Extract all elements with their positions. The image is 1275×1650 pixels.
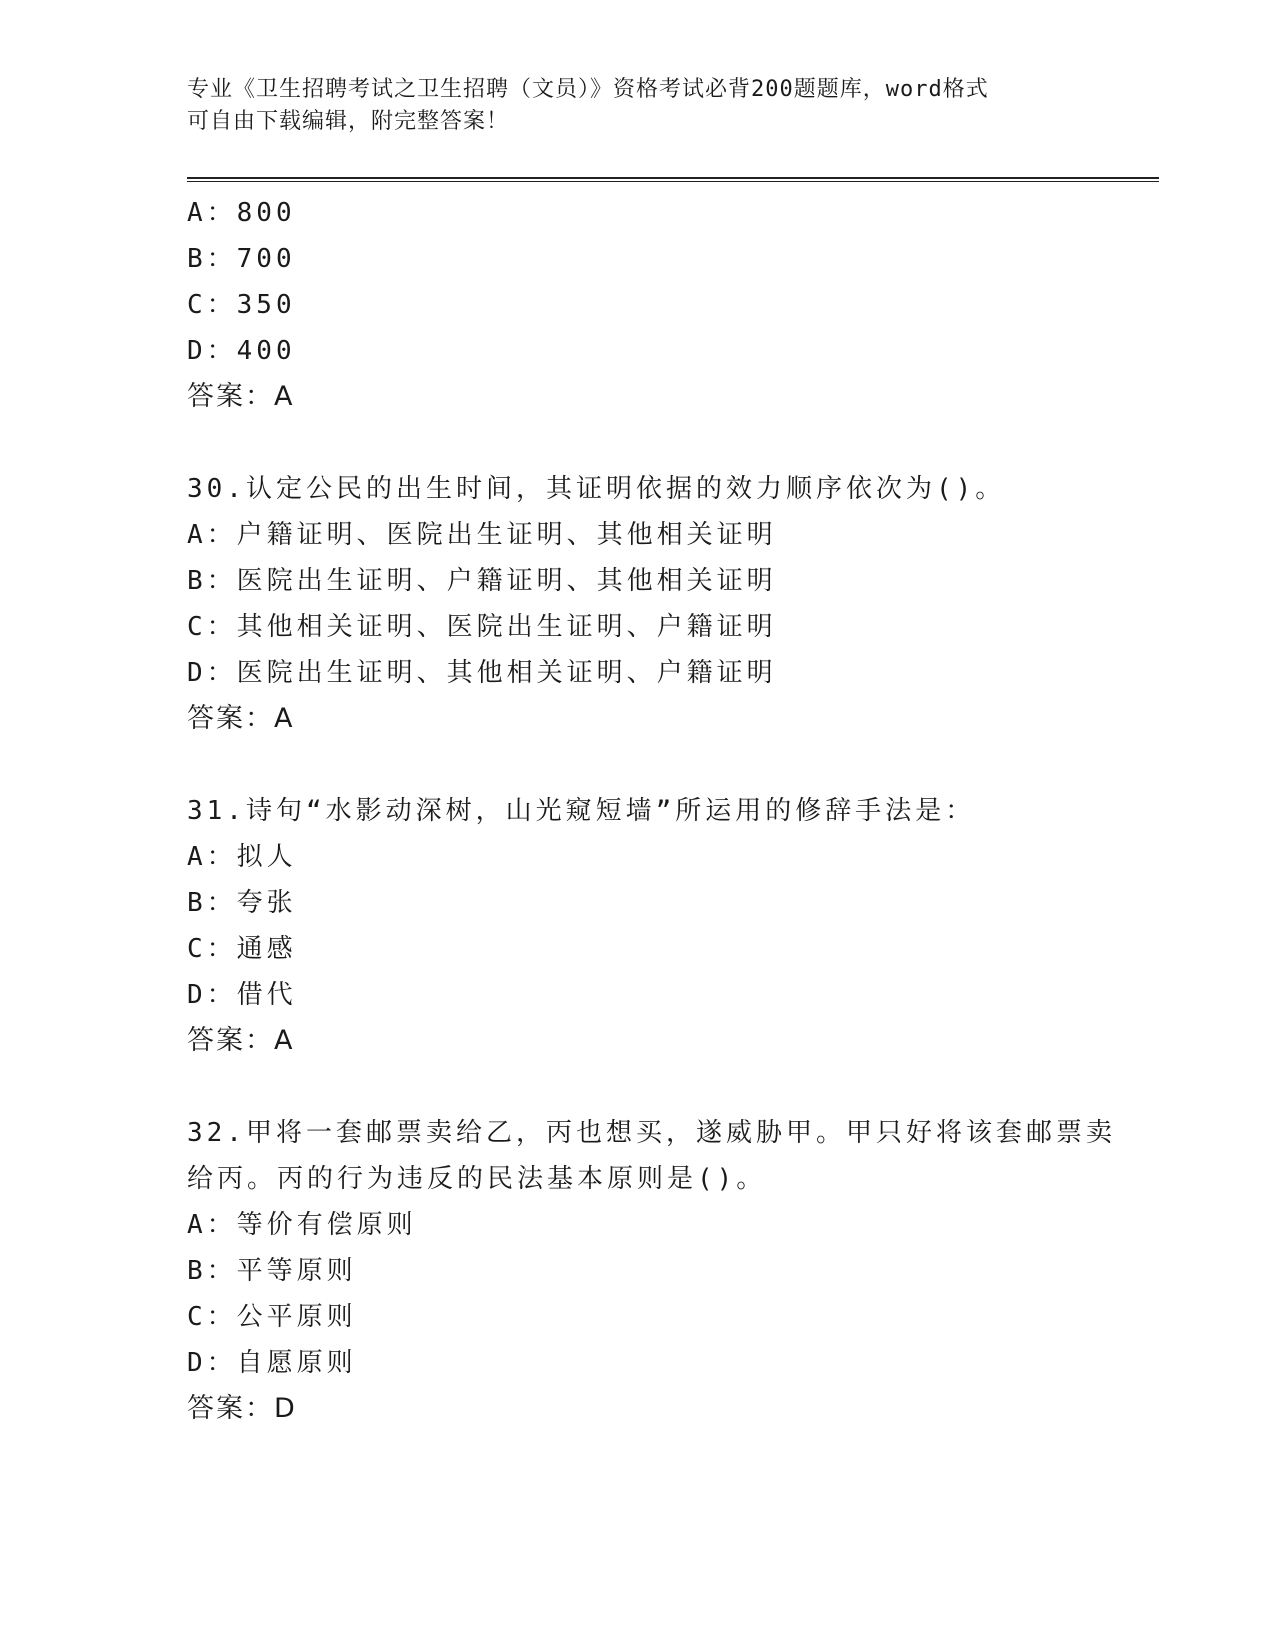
answer: 答案：A <box>187 1025 295 1056</box>
option-a: A：等价有偿原则 <box>187 1210 417 1240</box>
question-29 <box>187 190 1087 420</box>
document-header <box>187 74 1067 138</box>
option-b: B：700 <box>187 244 296 274</box>
header-title-line1: 专业《卫生招聘考试之卫生招聘（文员）》资格考试必背200题题库，word格式 <box>187 77 989 102</box>
answer: 答案：D <box>187 1393 297 1424</box>
spacer <box>187 420 1087 466</box>
option-a: A：800 <box>187 198 296 228</box>
option-b: B：医院出生证明、户籍证明、其他相关证明 <box>187 566 777 596</box>
answer: 答案：A <box>187 381 295 412</box>
header-divider <box>187 177 1159 182</box>
option-b: B：夸张 <box>187 888 297 918</box>
option-d: D：400 <box>187 336 296 366</box>
question-31 <box>187 788 1087 1064</box>
header-title-line2: 可自由下载编辑，附完整答案！ <box>187 109 510 134</box>
question-text: 31.诗句“水影动深树，山光窥短墙”所运用的修辞手法是： <box>187 796 976 826</box>
option-c: C：公平原则 <box>187 1302 357 1332</box>
option-c: C：其他相关证明、医院出生证明、户籍证明 <box>187 612 777 642</box>
question-30 <box>187 466 1087 742</box>
answer: 答案：A <box>187 703 295 734</box>
spacer <box>187 1064 1087 1110</box>
option-b: B：平等原则 <box>187 1256 357 1286</box>
question-list <box>187 190 1116 1432</box>
question-text: 30.认定公民的出生时间，其证明依据的效力顺序依次为()。 <box>187 474 1006 504</box>
option-a: A：拟人 <box>187 842 297 872</box>
option-d: D：借代 <box>187 980 297 1010</box>
spacer <box>187 742 1087 788</box>
question-text-line1: 32.甲将一套邮票卖给乙，丙也想买，遂威胁甲。甲只好将该套邮票卖 <box>187 1118 1116 1148</box>
option-d: D：自愿原则 <box>187 1348 357 1378</box>
question-text-line2: 给丙。丙的行为违反的民法基本原则是()。 <box>187 1164 767 1194</box>
option-c: C：通感 <box>187 934 297 964</box>
option-d: D：医院出生证明、其他相关证明、户籍证明 <box>187 658 777 688</box>
option-c: C：350 <box>187 290 296 320</box>
question-32 <box>187 1110 1116 1432</box>
option-a: A：户籍证明、医院出生证明、其他相关证明 <box>187 520 777 550</box>
